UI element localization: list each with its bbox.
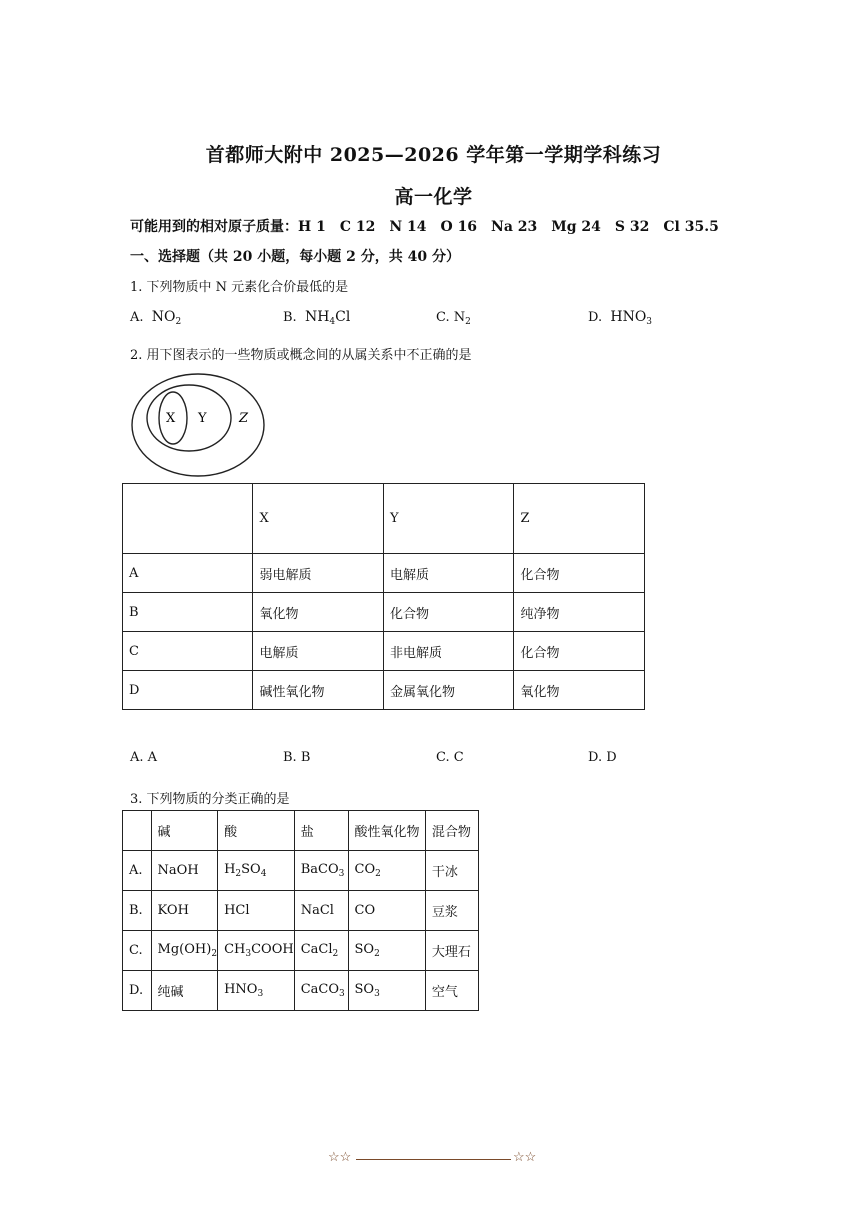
subject-title: 高一化学 (394, 186, 473, 208)
q2-option-d[interactable]: D. D (588, 750, 617, 765)
footer-stars-right: ☆☆ (513, 1150, 537, 1165)
q3-stem: 3. 下列物质的分类正确的是 (130, 792, 290, 807)
section-heading: 一、选择题（共 20 小题，每小题 2 分，共 40 分） (130, 249, 460, 265)
q3-table (122, 810, 479, 1011)
table-row: B 氧化物 化合物 纯净物 (123, 593, 645, 632)
table-row: B. KOH HCl NaCl CO 豆浆 (123, 891, 479, 931)
q3-table-header: 碱 酸 盐 酸性氧化物 混合物 (123, 811, 479, 851)
q1-option-c[interactable]: C. $N_2$ (436, 310, 471, 327)
q1-option-a[interactable]: A. $NO_2$ (130, 309, 182, 327)
venn-diagram (130, 372, 270, 478)
diagram-label-y: Y (198, 411, 207, 426)
table-row: A 弱电解质 电解质 化合物 (123, 554, 645, 593)
footer-divider (356, 1159, 511, 1160)
q2-option-a[interactable]: A. A (130, 750, 158, 765)
table-row: D. 纯碱 $HNO_3$ CaCO$_3$ $SO_3$ 空气 (123, 971, 479, 1011)
q2-option-b[interactable]: B. B (283, 750, 311, 765)
q2-table-header: X Y Z (123, 484, 645, 554)
q1-stem: 1. 下列物质中 N 元素化合价最低的是 (130, 280, 349, 295)
q2-option-c[interactable]: C. C (436, 750, 464, 765)
q1-option-b[interactable]: B. $NH_4Cl$ (283, 309, 351, 327)
diagram-label-x: X (166, 411, 176, 426)
q2-stem: 2. 用下图表示的一些物质或概念间的从属关系中不正确的是 (130, 348, 472, 363)
table-row: C. $Mg(OH)_2$ $CH_3COOH$ CaCl$_2$ $SO_2$ 大理石 (123, 931, 479, 971)
table-row: C 电解质 非电解质 化合物 (123, 632, 645, 671)
table-row: A. NaOH $H_2SO_4$ BaCO$_3$ $CO_2$ 干冰 (123, 851, 479, 891)
footer-stars-left: ☆☆ (328, 1150, 352, 1165)
q2-table (122, 483, 645, 710)
table-row: D 碱性氧化物 金属氧化物 氧化物 (123, 671, 645, 710)
q1-option-d[interactable]: D. $HNO_3$ (588, 309, 653, 327)
diagram-label-z: Z (239, 411, 249, 426)
atomic-masses: 可能用到的相对原子质量：H 1 C 12 N 14 O 16 Na 23 Mg 24 S 32 Cl 35.5 (130, 219, 719, 235)
page-title: 首都师大附中 2025—2026 学年第一学期学科练习 (205, 144, 662, 166)
